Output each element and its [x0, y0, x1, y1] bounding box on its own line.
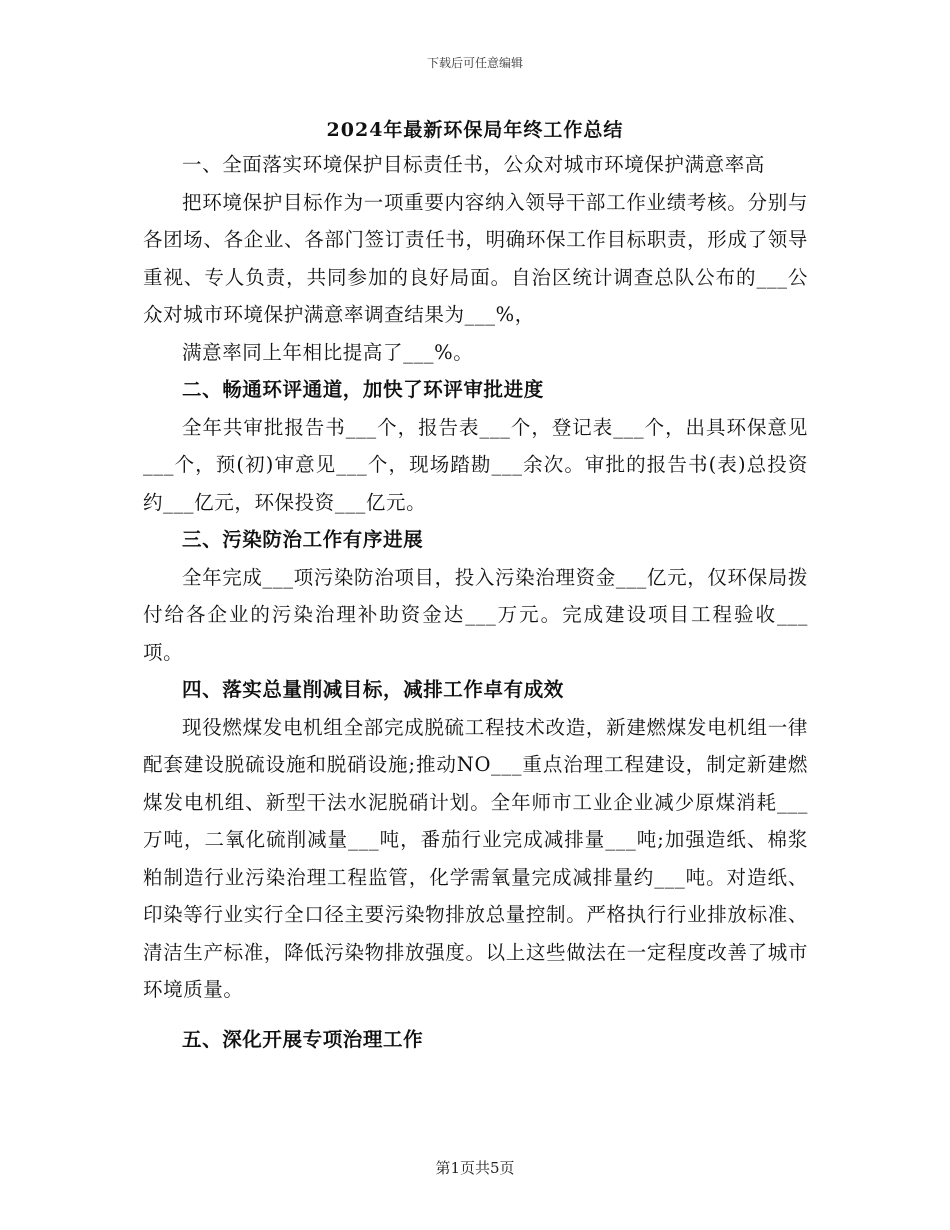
document-body	[143, 146, 808, 1058]
paragraph-gap	[143, 1009, 808, 1021]
section-heading-4: 四、落实总量削减目标，减排工作卓有成效	[182, 678, 564, 701]
section-heading-2: 二、畅通环评通道，加快了环评审批进度	[182, 378, 544, 401]
section-heading-5: 五、深化开展专项治理工作	[182, 1027, 424, 1051]
body-paragraph: 满意率同上年相比提高了___%。	[182, 340, 474, 364]
body-paragraph: 现役燃煤发电机组全部完成脱硫工程技术改造，新建燃煤发电机组一律配套建设脱硫设施和脱硝设施;推动NO___重点治理工程建设，制定新建燃煤发电机组、新型干法水泥脱硝计划。全年师市工业企业减少原煤消耗___万吨，二氧化硫削减量___吨，番茄行业完成减排量___吨;加强造纸、棉浆粕制造行业污染治理工程监管，化学需氧量完成减排量约___吨。对造纸、印染等行业实行全口径主要污染物排放总量控制。严格执行行业排放标准、清洁生产标准，降低污染物排放强度。以上这些做法在一定程度改善了城市环境质量。	[143, 715, 808, 1001]
section-heading-3: 三、污染防治工作有序进展	[182, 528, 424, 551]
section-heading-1: 一、全面落实环境保护目标责任书，公众对城市环境保护满意率高	[182, 153, 765, 176]
document-title: 2024年最新环保局年终工作总结	[326, 119, 624, 141]
body-paragraph: 全年共审批报告书___个，报告表___个，登记表___个，出具环保意见___个，预(初)审意见___个，现场踏勘___余次。审批的报告书(表)总投资约___亿元，环保投资___亿元。	[143, 415, 808, 514]
body-paragraph: 把环境保护目标作为一项重要内容纳入领导干部工作业绩考核。分别与各团场、各企业、各部门签订责任书，明确环保工作目标职责，形成了领导重视、专人负责，共同参加的良好局面。自治区统计调查总队公布的___公众对城市环境保护满意率调查结果为___%，	[143, 190, 808, 326]
body-paragraph: 全年完成___项污染防治项目，投入污染治理资金___亿元，仅环保局拨付给各企业的污染治理补助资金达___万元。完成建设项目工程验收___项。	[143, 565, 808, 664]
header-note: 下载后可任意编辑	[426, 56, 523, 70]
page-footer: 第1页共5页	[435, 1159, 515, 1177]
